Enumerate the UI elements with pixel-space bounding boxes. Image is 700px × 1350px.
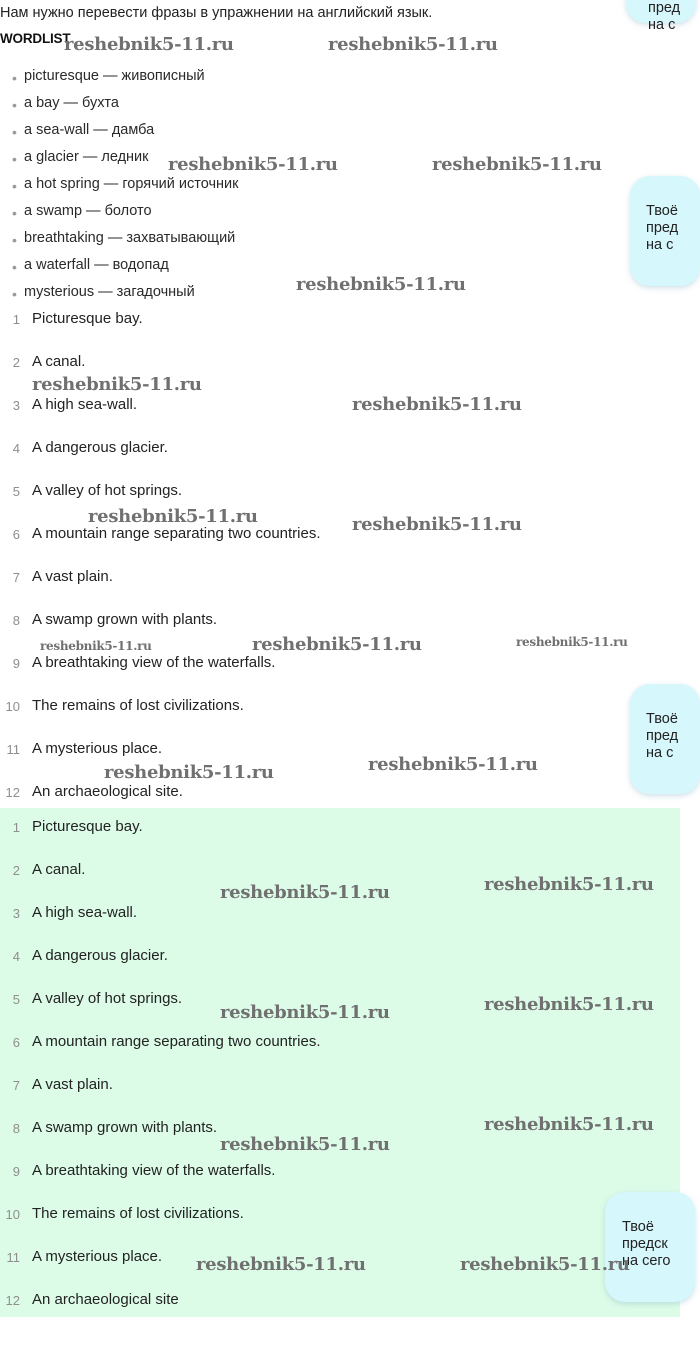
watermark: reshebnik5-11.ru — [368, 754, 538, 775]
bullet-icon: • — [12, 259, 17, 275]
watermark: reshebnik5-11.ru — [484, 1114, 654, 1135]
watermark: reshebnik5-11.ru — [220, 1002, 390, 1023]
watermark: reshebnik5-11.ru — [32, 374, 202, 395]
watermark: reshebnik5-11.ru — [252, 634, 422, 655]
watermark: reshebnik5-11.ru — [196, 1254, 366, 1275]
bullet-icon: • — [12, 151, 17, 167]
watermark: reshebnik5-11.ru — [460, 1254, 630, 1275]
bullet-icon: • — [12, 124, 17, 140]
bullet-icon: • — [12, 286, 17, 302]
watermark: reshebnik5-11.ru — [64, 34, 234, 55]
exercise-task: 1 Picturesque bay. 2 A canal. 3 A high sea-wall. 4 A dangerous glacier. 5 A valley of hot springs. 6 A mountain range separating two countries. 7 A vast plain. 8 A swamp grown with plants. 9 A breathtaking view of the waterfalls. 10 The remains of lost civilizations. 11 A mysterious place. 12 An archaeological site. — [5, 310, 321, 800]
watermark: reshebnik5-11.ru — [168, 154, 338, 175]
watermark: reshebnik5-11.ru — [432, 154, 602, 175]
prediction-bubble[interactable]: Твоё пред на с — [630, 176, 700, 286]
prediction-bubble[interactable]: Твоё предск на сего — [605, 1192, 695, 1302]
watermark: reshebnik5-11.ru — [220, 1134, 390, 1155]
bullet-icon: • — [12, 70, 17, 86]
intro-text: Нам нужно перевести фразы в упражнении на английский язык. — [0, 5, 433, 21]
watermark: reshebnik5-11.ru — [328, 34, 498, 55]
wordlist-title: WORDLIST — [0, 31, 71, 46]
watermark: reshebnik5-11.ru — [352, 514, 522, 535]
wordlist-item: • a sea-wall — дамба — [12, 122, 155, 140]
watermark: reshebnik5-11.ru — [88, 506, 258, 527]
watermark: reshebnik5-11.ru — [40, 639, 152, 653]
wordlist-item: • mysterious — загадочный — [12, 284, 195, 302]
wordlist-item: • picturesque — живописный — [12, 68, 205, 86]
watermark: reshebnik5-11.ru — [104, 762, 274, 783]
watermark: reshebnik5-11.ru — [484, 994, 654, 1015]
watermark: reshebnik5-11.ru — [220, 882, 390, 903]
prediction-bubble[interactable]: Твоё пред на с — [630, 684, 700, 794]
wordlist-item: • a waterfall — водопад — [12, 257, 169, 275]
bullet-icon: • — [12, 97, 17, 113]
wordlist-item: • a bay — бухта — [12, 95, 119, 113]
exercise-answers: 1 Picturesque bay. 2 A canal. 3 A high sea-wall. 4 A dangerous glacier. 5 A valley of hot springs. 6 A mountain range separating two countries. 7 A vast plain. 8 A swamp grown with plants. 9 A breathtaking view of the waterfalls. 10 The remains of lost civilizations. 11 A mysterious place. 12 An archaeological site — [0, 808, 680, 1317]
wordlist-item: • breathtaking — захватывающий — [12, 230, 236, 248]
bullet-icon: • — [12, 232, 17, 248]
wordlist-item: • a swamp — болото — [12, 203, 152, 221]
wordlist-item: • a hot spring — горячий источник — [12, 176, 239, 194]
bullet-icon: • — [12, 205, 17, 221]
watermark: reshebnik5-11.ru — [516, 635, 628, 649]
watermark: reshebnik5-11.ru — [484, 874, 654, 895]
wordlist-item: • a glacier — ледник — [12, 149, 149, 167]
watermark: reshebnik5-11.ru — [296, 274, 466, 295]
watermark: reshebnik5-11.ru — [352, 394, 522, 415]
wordlist — [12, 66, 238, 309]
bullet-icon: • — [12, 178, 17, 194]
prediction-bubble[interactable]: пред на с — [626, 0, 696, 23]
